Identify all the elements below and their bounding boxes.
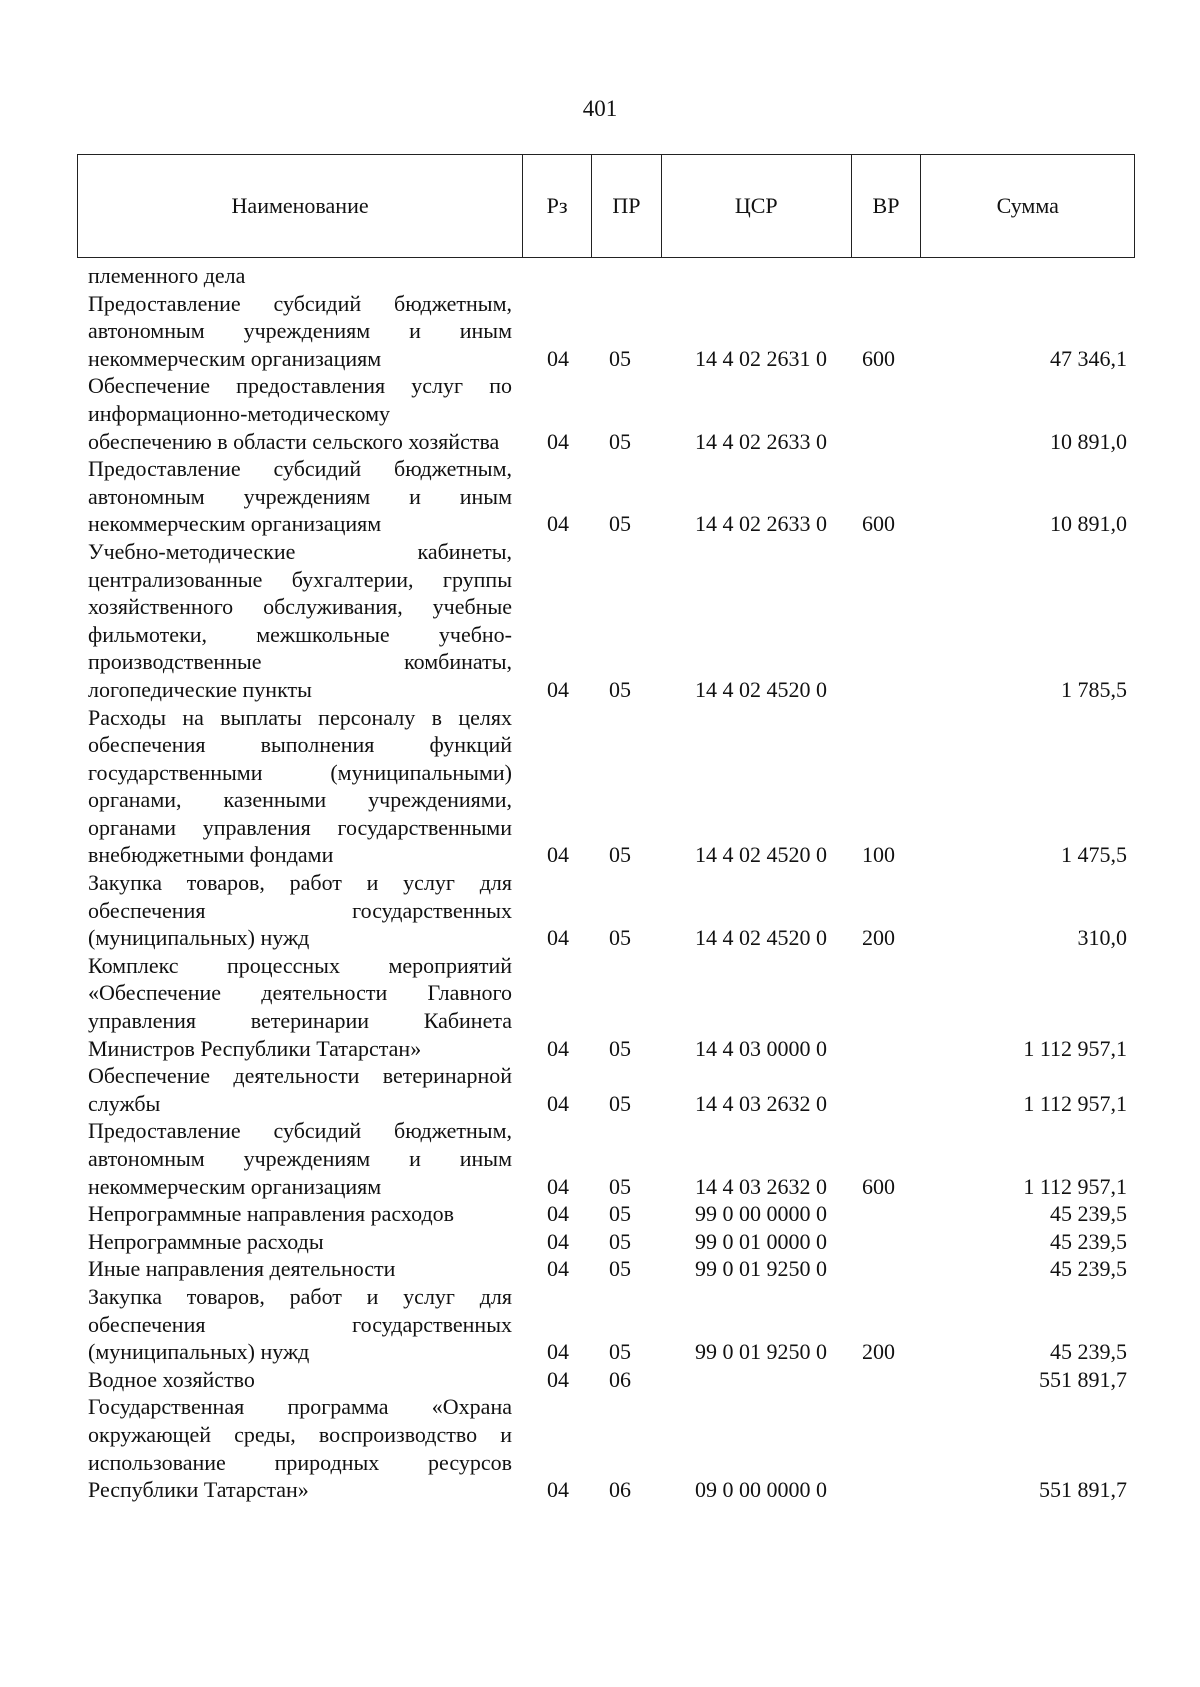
table-row — [88, 538, 1135, 704]
table-row — [88, 1200, 1135, 1228]
row-name: Государственная программа «Охрана окружающей среды, воспроизводство и использование природных ресурсов Республики Татарстан» — [88, 1394, 512, 1503]
row-vr: 200 — [862, 925, 895, 951]
row-vr: 600 — [862, 345, 895, 371]
row-sum: 1 112 957,1 — [1023, 1173, 1127, 1199]
table-row — [88, 1117, 1135, 1200]
row-rz: 04 — [547, 1228, 569, 1254]
table-row — [88, 1255, 1135, 1283]
row-sum: 45 239,5 — [1050, 1339, 1127, 1365]
row-rz: 04 — [547, 925, 569, 951]
row-pr: 05 — [609, 428, 631, 454]
table-row — [88, 1228, 1135, 1256]
table-header — [77, 154, 1135, 258]
row-name: Закупка товаров, работ и услуг для обеспечения государственных (муниципальных) нужд — [88, 1283, 512, 1365]
row-sum: 310,0 — [1077, 925, 1127, 951]
table-row — [88, 455, 1135, 538]
row-pr: 05 — [609, 1173, 631, 1199]
row-csr: 14 4 02 4520 0 — [695, 925, 827, 951]
row-pr: 05 — [609, 1035, 631, 1061]
row-rz: 04 — [547, 1035, 569, 1061]
row-rz: 04 — [547, 1173, 569, 1199]
table-row — [88, 952, 1135, 1062]
row-pr: 06 — [609, 1366, 631, 1392]
row-sum: 10 891,0 — [1050, 511, 1127, 537]
row-vr: 600 — [862, 511, 895, 537]
row-pr: 05 — [609, 842, 631, 868]
table-row — [88, 1062, 1135, 1117]
table-row — [88, 1366, 1135, 1394]
header-rz: Рз — [523, 155, 592, 257]
row-sum: 47 346,1 — [1050, 345, 1127, 371]
row-csr: 14 4 02 2631 0 — [695, 345, 827, 371]
row-csr: 99 0 01 9250 0 — [695, 1339, 827, 1365]
row-csr: 14 4 03 0000 0 — [695, 1035, 827, 1061]
row-sum: 1 785,5 — [1061, 676, 1127, 702]
row-csr: 14 4 03 2632 0 — [695, 1090, 827, 1116]
row-pr: 05 — [609, 1339, 631, 1365]
row-pr: 05 — [609, 925, 631, 951]
row-pr: 05 — [609, 1090, 631, 1116]
row-csr: 14 4 03 2632 0 — [695, 1173, 827, 1199]
row-rz: 04 — [547, 842, 569, 868]
row-csr: 99 0 00 0000 0 — [695, 1201, 827, 1227]
row-rz: 04 — [547, 1477, 569, 1503]
row-sum: 1 112 957,1 — [1023, 1035, 1127, 1061]
table-row — [88, 1283, 1135, 1366]
row-name: Предоставление субсидий бюджетным, автономным учреждениям и иным некоммерческим организациям — [88, 1118, 512, 1199]
row-sum: 1 475,5 — [1061, 842, 1127, 868]
row-pr: 05 — [609, 345, 631, 371]
row-pr: 05 — [609, 1201, 631, 1227]
row-sum: 45 239,5 — [1050, 1228, 1127, 1254]
row-csr: 14 4 02 4520 0 — [695, 676, 827, 702]
row-csr: 99 0 01 9250 0 — [695, 1256, 827, 1282]
header-sum: Сумма — [996, 193, 1059, 218]
row-pr: 06 — [609, 1477, 631, 1503]
row-name: Комплекс процессных мероприятий «Обеспечение деятельности Главного управления ветеринарии Кабинета Министров Республики Татарстан» — [88, 952, 512, 1061]
row-pr: 05 — [609, 1256, 631, 1282]
row-pr: 05 — [609, 676, 631, 702]
table-row — [88, 290, 1135, 373]
row-rz: 04 — [547, 511, 569, 537]
table-body — [88, 262, 1135, 1504]
row-rz: 04 — [547, 1090, 569, 1116]
row-name: Непрограммные направления расходов — [88, 1201, 455, 1227]
row-name: Водное хозяйство — [88, 1366, 255, 1392]
table-row — [88, 869, 1135, 952]
row-name: Иные направления деятельности — [88, 1256, 396, 1282]
row-name: Предоставление субсидий бюджетным, автономным учреждениям и иным некоммерческим организациям — [88, 290, 512, 371]
row-name: Предоставление субсидий бюджетным, автономным учреждениям и иным некоммерческим организациям — [88, 456, 512, 537]
table-row — [88, 1393, 1135, 1503]
row-rz: 04 — [547, 428, 569, 454]
table-row — [88, 704, 1135, 870]
row-rz: 04 — [547, 1201, 569, 1227]
row-name: племенного дела — [88, 263, 246, 288]
row-pr: 05 — [609, 1228, 631, 1254]
row-sum: 551 891,7 — [1039, 1366, 1127, 1392]
row-rz: 04 — [547, 1366, 569, 1392]
row-rz: 04 — [547, 345, 569, 371]
table-row — [88, 372, 1135, 455]
row-sum: 45 239,5 — [1050, 1201, 1127, 1227]
row-sum: 551 891,7 — [1039, 1477, 1127, 1503]
row-name: Непрограммные расходы — [88, 1228, 324, 1254]
header-name: Наименование — [78, 155, 523, 257]
row-vr: 100 — [862, 842, 895, 868]
row-vr: 600 — [862, 1173, 895, 1199]
row-sum: 10 891,0 — [1050, 428, 1127, 454]
header-pr: ПР — [592, 155, 662, 257]
row-sum: 1 112 957,1 — [1023, 1090, 1127, 1116]
row-rz: 04 — [547, 1339, 569, 1365]
row-name: Учебно-методические кабинеты, централизованные бухгалтерии, группы хозяйственного обслуживания, учебные фильмотеки, межшкольные учебно-производственные комбинаты, логопедические пункты — [88, 538, 512, 702]
row-csr: 09 0 00 0000 0 — [695, 1477, 827, 1503]
row-vr: 200 — [862, 1339, 895, 1365]
row-rz: 04 — [547, 676, 569, 702]
row-sum: 45 239,5 — [1050, 1256, 1127, 1282]
row-name: Закупка товаров, работ и услуг для обеспечения государственных (муниципальных) нужд — [88, 870, 512, 951]
row-rz: 04 — [547, 1256, 569, 1282]
row-name: Расходы на выплаты персоналу в целях обеспечения выполнения функций государственными (муниципальными) органами, казенными учреждениями, органами управления государственными внебюджетными фондами — [88, 704, 512, 868]
row-csr: 14 4 02 4520 0 — [695, 842, 827, 868]
table-row — [88, 262, 1135, 290]
row-name: Обеспечение предоставления услуг по информационно-методическому обеспечению в области сельского хозяйства — [88, 373, 512, 454]
header-csr: ЦСР — [662, 155, 852, 257]
page-number: 401 — [582, 96, 618, 121]
row-csr: 14 4 02 2633 0 — [695, 511, 827, 537]
row-csr: 99 0 01 0000 0 — [695, 1228, 827, 1254]
header-vr: ВР — [852, 155, 922, 257]
row-csr: 14 4 02 2633 0 — [695, 428, 827, 454]
row-pr: 05 — [609, 511, 631, 537]
row-name: Обеспечение деятельности ветеринарной службы — [88, 1063, 512, 1116]
